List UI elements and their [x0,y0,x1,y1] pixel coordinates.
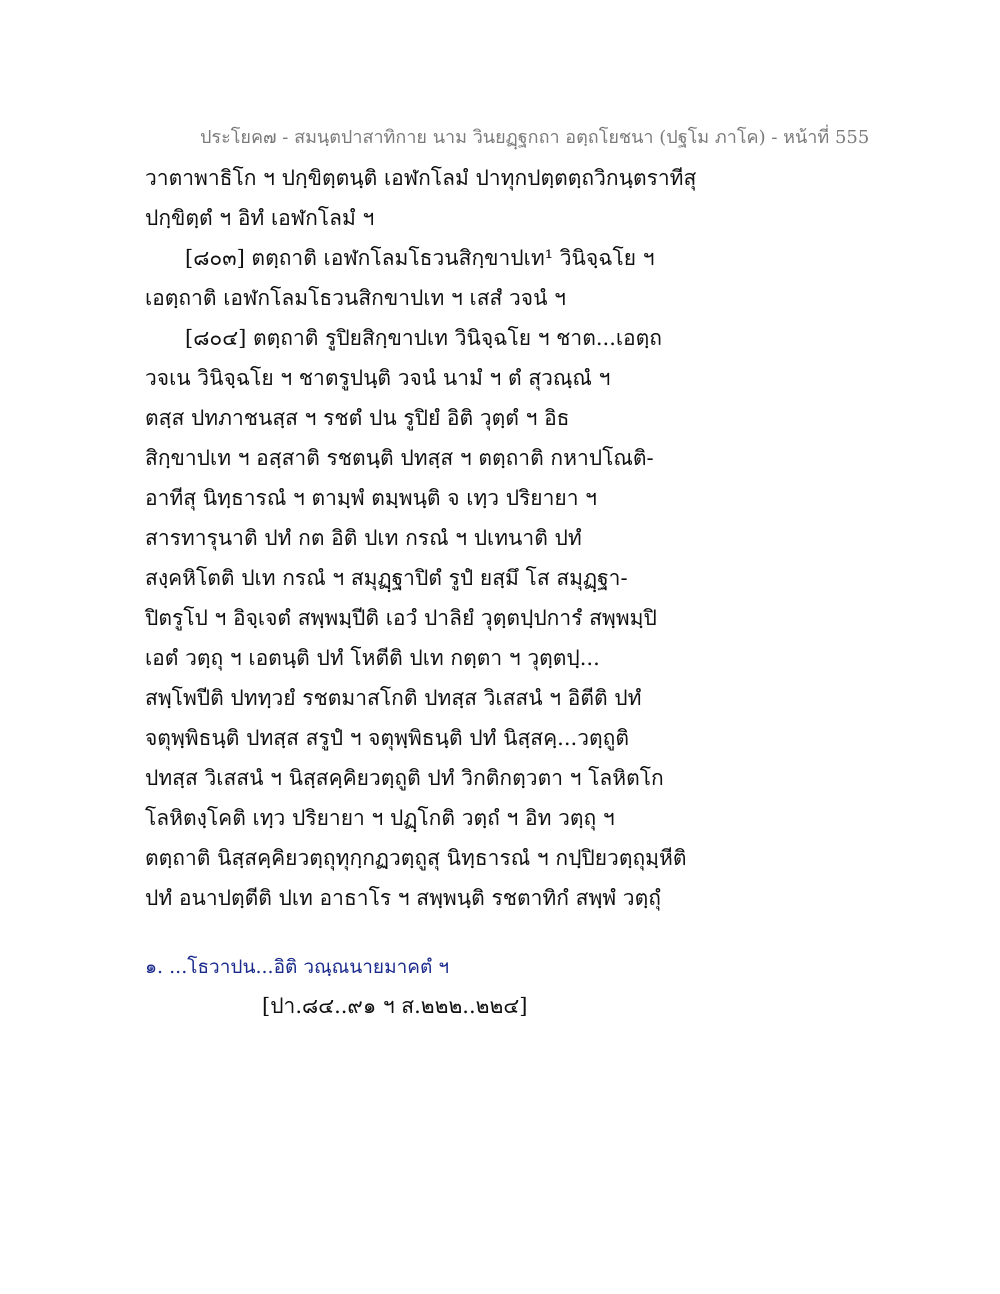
text-line: สิกฺขาปเท ฯ อสฺสาติ รชตนฺติ ปทสฺส ฯ ตตฺถาติ กหาปโณติ- [145,446,654,470]
page-reference: [ปา.๘๔..๙๑ ฯ ส.๒๒๒..๒๒๔] [262,994,528,1018]
text-line: ปทสฺส วิเสสนํ ฯ นิสฺสคฺคิยวตฺถูติ ปทํ วิกติกตฺวตา ฯ โลหิตโก [145,766,664,790]
text-line: วจเน วินิจฺฉโย ฯ ชาตรูปนฺติ วจนํ นามํ ฯ ตํ สุวณฺณํ ฯ [145,366,611,390]
text-line: สารทารุนาติ ปทํ กต อิติ ปเท กรณํ ฯ ปเทนาติ ปทํ [145,526,582,550]
footnote: ๑. ...โธวาปน...อิติ วณฺณนายมาคตํ ฯ [145,956,450,978]
text-line: ตตฺถาติ นิสฺสคฺคิยวตฺถุทุกฺกฏวตฺถูสุ นิทฺธารณํ ฯ กปฺปิยวตฺถุมฺหีติ [145,846,687,870]
text-line: เอตฺถาติ เอฬกโลมโธวนสิกขาปเท ฯ เสสํ วจนํ ฯ [145,286,566,310]
text-line: อาทีสุ นิทฺธารณํ ฯ ตามฺพํ ตมฺพนฺติ จ เทฺว ปริยายา ฯ [145,486,597,510]
text-line: สพฺโพปีติ ปททฺวยํ รชตมาสโกติ ปทสฺส วิเสสนํ ฯ อิตีติ ปทํ [145,686,642,710]
text-line: ตสฺส ปทภาชนสฺส ฯ รชตํ ปน รูปิยํ อิติ วุตฺตํ ฯ อิธ [145,406,570,430]
text-line: สงฺคหิโตติ ปเท กรณํ ฯ สมุฏฺฐาปิตํ รูปํ ยสฺมึ โส สมุฏฺฐา- [145,566,628,590]
text-line: จตุพฺพิธนฺติ ปทสฺส สรูปํ ฯ จตุพฺพิธนฺติ ปทํ นิสฺสคฺ...วตฺถูติ [145,726,629,750]
text-line: ปิตรูโป ฯ อิจฺเจตํ สพฺพมฺปีติ เอวํ ปาลิยํ วุตฺตปฺปการํ สพฺพมฺปิ [145,606,657,630]
text-line: วาตาพาธิโก ฯ ปกฺขิตฺตนฺติ เอฬกโลมํ ปาทุกปตฺตตฺถวิกนฺตราทีสุ [145,166,697,190]
text-line: โลหิตงฺโคติ เทฺว ปริยายา ฯ ปฏฺโกติ วตฺถํ ฯ อิท วตฺถุ ฯ [145,806,615,830]
page-header: ประโยค๗ - สมนฺตปาสาทิกาย นาม วินยฏฺฐกถา อตฺถโยชนา (ปฐโม ภาโค) - หน้าที่ 555 [200,127,870,148]
text-line: ปทํ อนาปตฺตีติ ปเท อาธาโร ฯ สพฺพนฺติ รชตาทิกํ สพฺพํ วตฺถุํ [145,886,661,910]
paragraph-803-start: [๘๐๓] ตตฺถาติ เอฬกโลมโธวนสิกฺขาปเท¹ วินิจฺฉโย ฯ [185,246,655,270]
body-text [145,158,845,918]
text-line: ปกฺขิตฺตํ ฯ อิทํ เอฬกโลมํ ฯ [145,206,375,230]
paragraph-804-start: [๘๐๔] ตตฺถาติ รูปิยสิกฺขาปเท วินิจฺฉโย ฯ ชาต...เอตฺถ [185,326,663,350]
text-line: เอตํ วตฺถุ ฯ เอตนฺติ ปทํ โหตีติ ปเท กตฺตา ฯ วุตฺตปฺ... [145,646,600,670]
